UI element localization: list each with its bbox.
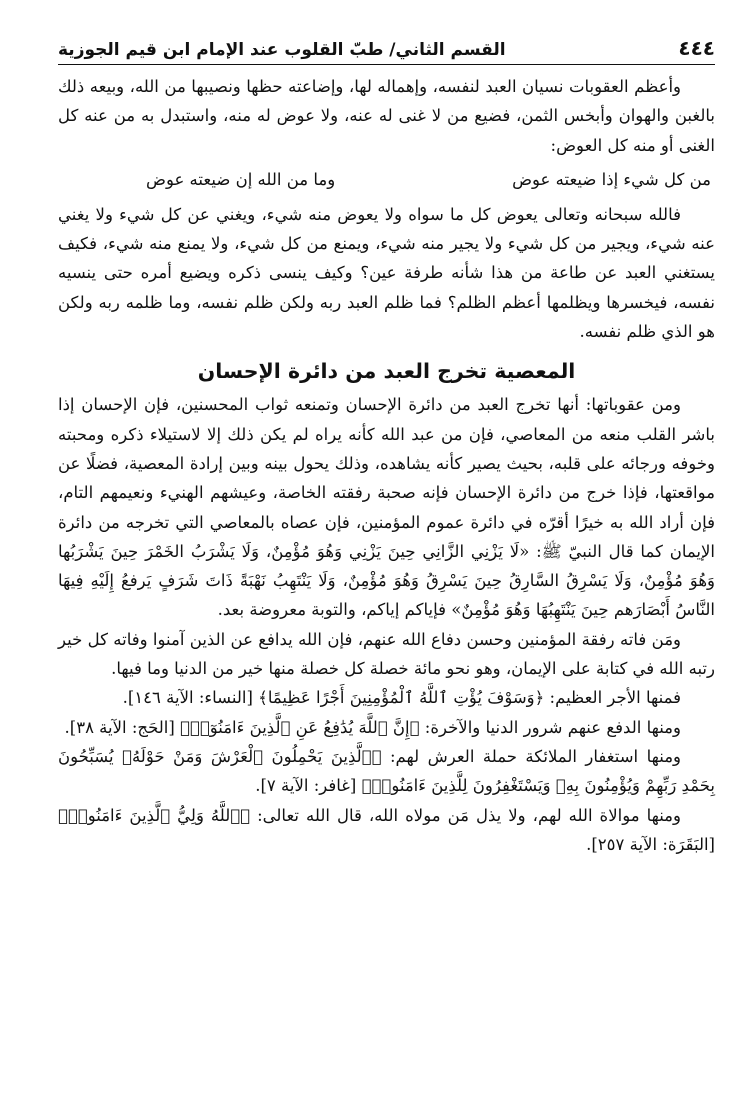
- paragraph: وأعظم العقوبات نسيان العبد لنفسه، وإهماله لها، وإضاعته حظها ونصيبها من الله، وبيعه ذلك بالغبن والهوان وأبخس الثمن، فضيع من لا غنى له عنه، ولا عوض له منه، واستبدل به من عنه كل الغنى أو منه كل العوض:: [58, 77, 715, 155]
- paragraph-quran-citation: ومنها موالاة الله لهم، ولا يذل مَن مولاه الله، قال الله تعالى: ﴿ٱللَّهُ وَلِيُّ ٱلَّذِينَ ءَامَنُوا۟﴾ [البَقَرَة: الآية ٢٥٧].: [58, 805, 715, 854]
- page-number: ٤٤٤: [678, 36, 715, 60]
- paragraph: ومَن فاته رفقة المؤمنين وحسن دفاع الله عنهم، فإن الله يدافع عن الذين آمنوا وفاته كل خير رتبه الله في كتابة على الإيمان، وهو نحو مائة خصلة كل خصلة منها خير من الدنيا وما فيها.: [58, 629, 715, 679]
- page-header: [58, 30, 715, 64]
- section-heading: المعصية تخرج العبد من دائرة الإحسان: [197, 359, 576, 384]
- paragraph-quran-citation: فمنها الأجر العظيم: ﴿وَسَوْفَ يُؤْتِ ٱللَّهُ ٱلْمُؤْمِنِينَ أَجْرًا عَظِيمًا﴾ [النساء: الآية ١٤٦].: [122, 688, 681, 708]
- paragraph: فالله سبحانه وتعالى يعوض كل ما سواه ولا يعوض منه شيء، ويغني عن كل شيء ولا يغني عنه شيء، ويجير من كل شيء ولا يجير منه شيء، ويمنع من كل شيء، ولا يمنع منه شيء، فكيف يستغني العبد عن طاعة من هذا شأنه طرفة عين؟ وكيف ينسى ذكره ويضيع أمره حتى ينسيه نفسه، فيخسرها ويظلمها أعظم الظلم؟ فما ظلم العبد ربه ولكن ظلم نفسه، وما ظلمه ربه ولكن هو الذي ظلم نفسه.: [58, 204, 715, 342]
- running-title: القسم الثاني/ طبّ القلوب عند الإمام ابن قيم الجوزية: [58, 40, 506, 60]
- poem-verse: [58, 160, 711, 200]
- paragraph: ومن عقوباتها: أنها تخرج العبد من دائرة الإحسان وتمنعه ثواب المحسنين، فإن الإحسان إذا باشر القلب منعه من المعاصي، فإن من عبد الله كأنه يراه لم يكن ذلك إلا لاستيلاء ذكره ومحبته وخوفه ورجائه على قلبه، بحيث يصير كأنه يشاهده، وذلك يحول بينه وبين إرادة المعصية، فضلًا عن مواقعتها، فإذا خرج من دائرة الإحسان فإنه صحبة رفقته الخاصة، وعيشهم الهنيء ونعيمهم التام، فإن أراد الله به خيرًا أقرّه في دائرة عموم المؤمنين، فإن عصاه بالمعاصي التي تخرجه من دائرة الإيمان كما قال النبيّ ﷺ: «لَا يَزْنِي الزَّانِي حِينَ يَزْنِي وَهُوَ مُؤْمِنٌ، وَلَا يَشْرَبُ الخَمْرَ حِينَ يَشْرَبُها وَهُوَ مُؤْمِنٌ، وَلَا يَسْرِقُ السَّارِقُ حِينَ يَسْرِقُ وَهُوَ مُؤْمِنٌ، وَلَا يَنْتَهِبُ نَهْبَةً ذَاتَ شَرَفٍ يَرفعُ إِلَيْهِ فِيهَا النَّاسُ أَبْصَارَهم حِينَ يَنْتَهِبُهَا وَهُوَ مُؤْمِنٌ» فإياكم إياكم، والتوبة معروضة بعد.: [58, 395, 715, 620]
- paragraph-quran-citation: ومنها الدفع عنهم شرور الدنيا والآخرة: ﴿إِنَّ ٱللَّهَ يُدَٰفِعُ عَنِ ٱلَّذِينَ ءَامَنُوٓا۟﴾ [الحَج: الآية ٣٨].: [64, 717, 681, 737]
- page-body: [58, 72, 715, 859]
- poem-hemistich-first: من كل شيء إذا ضيعته عوض: [512, 169, 711, 189]
- paragraph-quran-citation: ومنها استغفار الملائكة حملة العرش لهم: ﴿ٱلَّذِينَ يَحْمِلُونَ ٱلْعَرْشَ وَمَنْ حَوْلَهُۥ يُسَبِّحُونَ بِحَمْدِ رَبِّهِمْ وَيُؤْمِنُونَ بِهِۦ وَيَسْتَغْفِرُونَ لِلَّذِينَ ءَامَنُوا۟﴾ [غافر: الآية ٧].: [58, 746, 715, 796]
- header-rule: [58, 64, 715, 65]
- poem-hemistich-second: وما من الله إن ضيعته عوض: [146, 169, 336, 189]
